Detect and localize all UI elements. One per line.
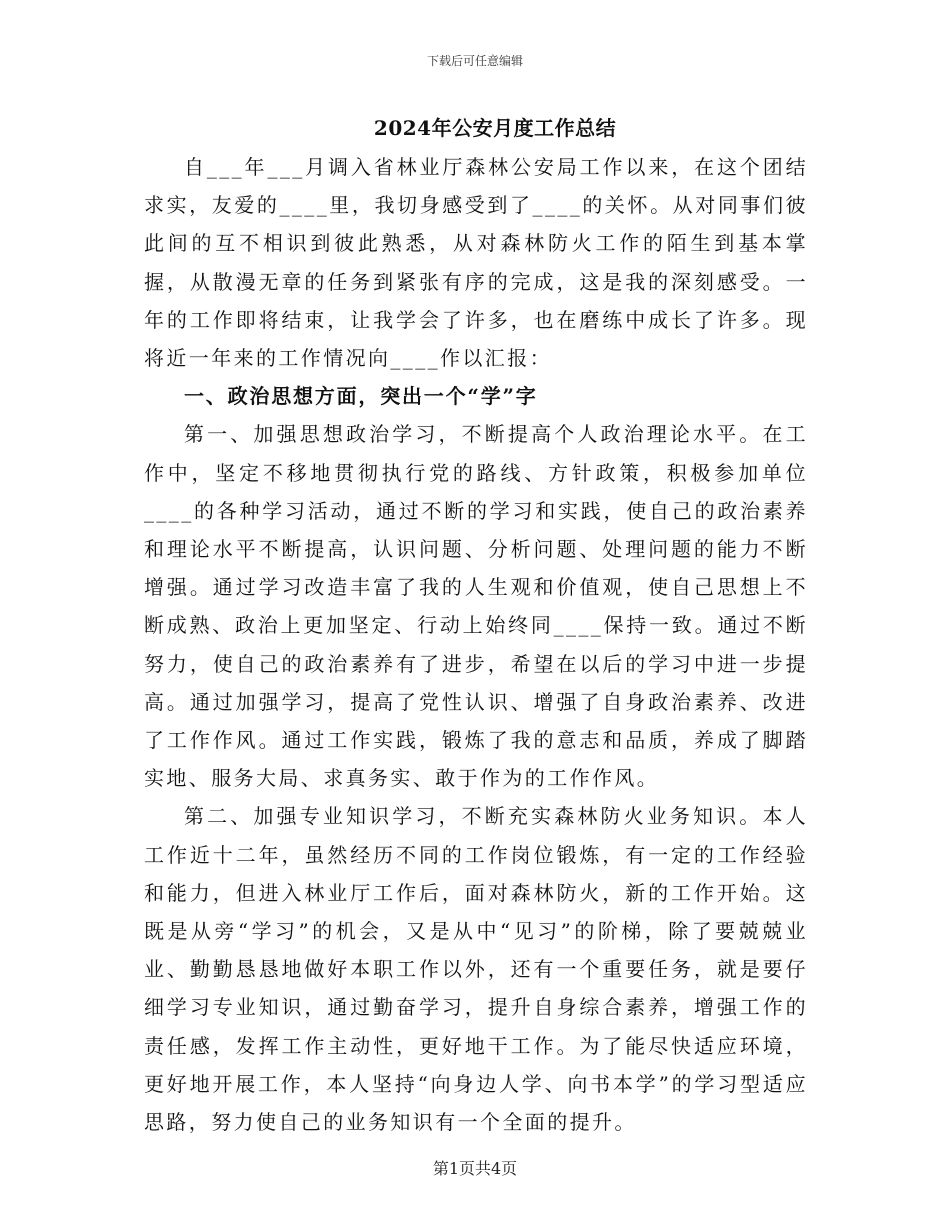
download-note: 下载后可任意编辑 bbox=[426, 54, 523, 68]
document-body bbox=[144, 148, 808, 1141]
document-title: 2024年公安月度工作总结 bbox=[373, 116, 617, 140]
paragraph-political-study: 第一、加强思想政治学习，不断提高个人政治理论水平。在工作中，坚定不移地贯彻执行党的路线、方针政策，积极参加单位____的各种学习活动，通过不断的学习和实践，使自己的政治素养和理论水平不断提高，认识问题、分析问题、处理问题的能力不断增强。通过学习改造丰富了我的人生观和价值观，使自己思想上不断成熟、政治上更加坚定、行动上始终同____保持一致。通过不断努力，使自己的政治素养有了进步，希望在以后的学习中进一步提高。通过加强学习，提高了党性认识、增强了自身政治素养、改进了工作作风。通过工作实践，锻炼了我的意志和品质，养成了脚踏实地、服务大局、求真务实、敢于作为的工作作风。 bbox=[144, 422, 808, 791]
page-number: 第1页共4页 bbox=[432, 1159, 518, 1178]
intro-paragraph: 自___年___月调入省林业厅森林公安局工作以来，在这个团结求实，友爱的____里，我切身感受到了____的关怀。从对同事们彼此间的互不相识到彼此熟悉，从对森林防火工作的陌生到基本掌握，从散漫无章的任务到紧张有序的完成，这是我的深刻感受。一年的工作即将结束，让我学会了许多，也在磨练中成长了许多。现将近一年来的工作情况向____作以汇报： bbox=[144, 155, 808, 371]
paragraph-professional-study: 第二、加强专业知识学习，不断充实森林防火业务知识。本人工作近十二年，虽然经历不同的工作岗位锻炼，有一定的工作经验和能力，但进入林业厅工作后，面对森林防火，新的工作开始。这既是从旁“学习”的机会，又是从中“见习”的阶梯，除了要兢兢业业、勤勤恳恳地做好本职工作以外，还有一个重要任务，就是要仔细学习专业知识，通过勤奋学习，提升自身综合素养，增强工作的责任感，发挥工作主动性，更好地干工作。为了能尽快适应环境，更好地开展工作，本人坚持“向身边人学、向书本学”的学习型适应思路，努力使自己的业务知识有一个全面的提升。 bbox=[144, 804, 808, 1135]
section-heading-politics: 一、政治思想方面，突出一个“学”字 bbox=[184, 384, 538, 409]
